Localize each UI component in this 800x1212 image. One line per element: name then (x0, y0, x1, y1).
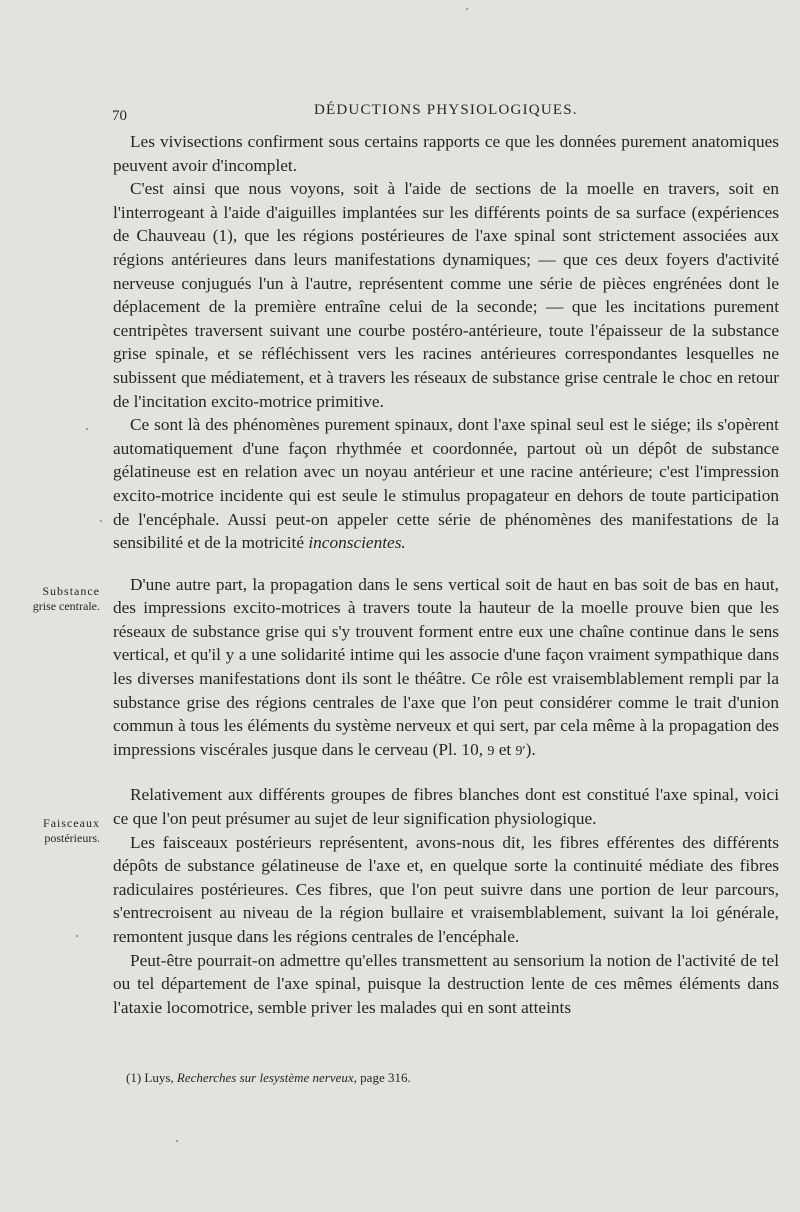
sidenote-line: Substance (42, 584, 100, 598)
figure-ref: 9 (487, 743, 495, 759)
running-title: DÉDUCTIONS PHYSIOLOGIQUES. (314, 102, 578, 118)
conjunction: et (498, 739, 512, 759)
footnote-title: Recherches sur lesystème nerveux, (176, 1070, 357, 1085)
paper-speck (466, 8, 468, 10)
paragraph: Les vivisections confirment sous certains rapports ce que les données purement anatomiques peuvent avoir d'incomplet. (113, 132, 779, 175)
paragraph (113, 573, 779, 764)
plate-number: 10, (461, 739, 484, 759)
closing-paren: ). (525, 739, 536, 759)
paper-speck (176, 1140, 178, 1142)
sidenote-line: grise centrale. (32, 599, 100, 613)
footnote-page: page 316. (360, 1070, 411, 1085)
page-number: 70 (112, 108, 127, 124)
sidenote-substance-grise (0, 584, 100, 614)
paper-speck (76, 935, 78, 937)
sidenote-faisceaux-posterieurs (0, 816, 100, 846)
paper-speck (86, 428, 88, 430)
footnote (126, 1070, 411, 1086)
footnote-marker: (1) (126, 1070, 142, 1085)
paragraph: Peut-être pourrait-on admettre qu'elles transmettent au sensorium la notion de l'activité de tel ou tel département de l'axe spinal, puisque la destruction lente de ces mêmes éléments dans l'ataxie locomotrice, semble priver les malades qui en sont atteints (113, 950, 779, 1017)
sidenote-line: Faisceaux (43, 816, 100, 830)
paragraph: C'est ainsi que nous voyons, soit à l'aide de sections de la moelle en travers, soit en l'interrogeant à l'aide d'aiguilles implantées sur les différents points de sa surface (expériences de Chauveau (1), que les régions postérieures de l'axe spinal sont strictement associées aux régions antérieures dans leurs manifestations dynamiques; — que ces deux foyers d'activité nerveuse conjugués l'un à l'autre, représentent comme une série de pièces engrénées dont le déplacement de la première entraîne celui de la seconde; — que les incitations purement centripètes traversent suivant une courbe postéro-antérieure, toute l'épaisseur de la substance grise spinale, et se réfléchissent vers les racines antérieures correspondantes lesquelles ne subissent que médiatement, et à travers les réseaux de substance grise centrale le choc en retour de l'incitation excito-motrice primitive. (113, 179, 779, 411)
paper-speck (100, 520, 102, 522)
figure-ref: 9′ (515, 743, 526, 759)
italic-term: inconscientes. (308, 533, 406, 553)
footnote-author: Luys, (144, 1070, 174, 1085)
paragraph (113, 413, 779, 555)
paragraph: Relativement aux différents groupes de fibres blanches dont est constitué l'axe spinal, voici ce que l'on peut présumer au sujet de leur signification physiologique. (113, 785, 779, 829)
paragraph: Les faisceaux postérieurs représentent, avons-nous dit, les fibres efférentes des différents dépôts de substance gélatineuse de l'axe et, en quelque sorte la continuité médiate des fibres radiculaires postérieures. Ces fibres, que l'on peut suivre dans une portion de leur parcours, s'entrecroisent au niveau de la région bullaire et vraisemblablement, suivant la loi générale, remontent jusque dans les régions centrales de l'encéphale. (113, 832, 779, 946)
paragraph-text: D'une autre part, la propagation dans le sens vertical soit de haut en bas soit de bas en haut, des impressions excito-motrices à travers toute la hauteur de la moelle prouve bien que les réseaux de substance grise qui s'y trouvent forment entre eux une chaîne continue dans le sens vertical, et qu'il y a une solidarité intime qui les associe d'une façon vraiment sympathique dans les diverses manifestations dont ils sont le théâtre. Ce rôle est vraisemblablement rempli par la substance grise des régions centrales de l'axe que l'on peut considérer comme le trait d'union commun à tous les éléments du système nerveux et qui sert, par cela même à la propagation des impressions viscérales jusque dans le cerveau (Pl. (113, 574, 779, 759)
body-text (113, 130, 779, 1019)
sidenote-line: postérieurs. (44, 831, 100, 845)
paragraph-text: Ce sont là des phénomènes purement spinaux, dont l'axe spinal seul est le siége; ils s'opèrent automatiquement d'une façon rhythmée et coordonnée, partout où un dépôt de substance gélatineuse est en relation avec un noyau antérieur et une racine antérieure; c'est l'impression excito-motrice incidente qui est seule le stimulus propagateur en dehors de toute participation de l'encéphale. Aussi peut-on appeler cette série de phénomènes des manifestations de la sensibilité et de la motricité (113, 415, 779, 553)
